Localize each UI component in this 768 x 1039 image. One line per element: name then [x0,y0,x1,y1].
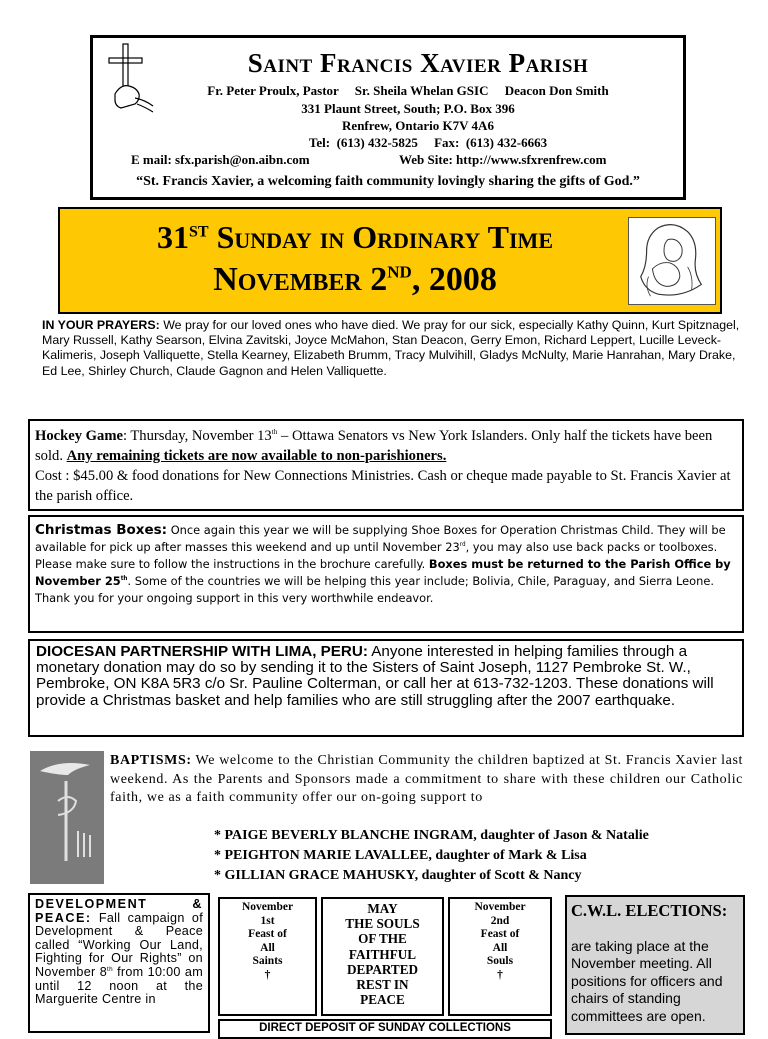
feast-line: All [492,941,508,954]
souls-line: FAITHFUL [348,946,417,962]
cwl-elections-notice [565,895,745,1035]
baptism-dove-icon [30,751,104,884]
cwl-text: are taking place at the November meeting. All positions for officers and chairs of standing committees are open. [571,937,723,1024]
feast-line: 1st [260,914,275,927]
website-line[interactable]: Web Site: http://www.sfxrenfrew.com [399,152,607,167]
sunday-date: November 2ND, 2008 [213,261,497,298]
feast-line: Feast of [480,928,520,940]
email-line[interactable]: E mail: sfx.parish@on.aibn.com [131,152,310,167]
souls-line: DEPARTED [346,961,419,977]
christmas-boxes-notice: Christmas Boxes: Once again this year we will be supplying Shoe Boxes for Operation Christmas Child. They will be available for pick up after masses this weekend and up until November 23rd, you may also use back packs or toolboxes. Please make sure to follow the instructions in the brochure carefully. Boxes must be returned to the Parish Office by November 25th. Some of the countries we will be helping this year include; Bolivia, Chile, Paraguay, and Sierra Leone. Thank you for your ongoing support in this very worthwhile endeavor. [28,515,744,633]
feast-line: Saints [252,955,283,967]
baptized-child: * GILLIAN GRACE MAHUSKY, daughter of Scott & Nancy [214,868,582,883]
sunday-title-banner [58,207,722,314]
souls-remembrance-box [321,897,444,1016]
feast-line: November [474,901,526,913]
development-peace-notice: DEVELOPMENT & PEACE: Fall campaign of Development & Peace called “Working Our Land, Fighting for Our Rights” on November 8th from 10:00 am until 12 noon at the Marguerite Centre in [28,893,210,1033]
feast-line: Souls [486,955,514,967]
feast-line: November [241,901,294,913]
baptisms-notice: BAPTISMS: We welcome to the Christian Community the children baptized at St. Francis Xavier last weekend. As the Parents and Sponsors made a commitment to share with these children our Catholic faith, we as a faith community offer our on-going support to [110,753,743,805]
cwl-heading: C.W.L. ELECTIONS: [571,901,728,920]
madonna-child-icon [628,217,716,305]
souls-line: REST IN [356,977,409,993]
feast-line: All [260,941,275,954]
sunday-title: 31ST Sunday in Ordinary Time [156,219,553,255]
baptized-child: * PEIGHTON MARIE LAVALLEE, daughter of Mark & Lisa [214,848,587,863]
feast-line: Feast of [248,928,287,940]
dagger-icon: † [497,968,503,981]
dagger-icon: † [264,968,271,981]
phone-line: Tel: (613) 432-5825 Fax: (613) 432-6663 [308,135,548,150]
direct-deposit-heading: DIRECT DEPOSIT OF SUNDAY COLLECTIONS [218,1019,552,1039]
parish-header [90,35,686,200]
feast-all-souls-box [448,897,552,1016]
parish-motto: “St. Francis Xavier, a welcoming faith community lovingly sharing the gifts of God.” [136,174,640,189]
city-line: Renfrew, Ontario K7V 4A6 [342,118,494,133]
feast-all-saints-box [218,897,317,1016]
feast-line: 2nd [490,914,510,927]
address-line: 331 Plaunt Street, South; P.O. Box 396 [301,101,515,116]
parish-name: Saint Francis Xavier Parish [247,48,589,78]
prayers-section: IN YOUR PRAYERS: We pray for our loved ones who have died. We pray for our sick, especially Kathy Quinn, Kurt Spitznagel, Mary Russell, Kathy Searson, Elvina Zavitski, Joyce McMahon, Stan Deacon, Gerry Emon, Richard Leppert, Lucille Leveck-Kalimeris, Joseph Valliquette, Stella Kearney, Elizabeth Brumm, Tracy Mulvihill, Gladys McNulty, Marie Hanrahan, Mary Drake, Ed Lee, Shirley Church, Claude Gagnon and Helen Valliquette. [42,318,740,378]
clergy-line: Fr. Peter Proulx, Pastor Sr. Sheila Whelan GSIC Deacon Don Smith [207,83,609,98]
souls-line: MAY [367,901,398,916]
souls-line: THE SOULS [345,916,420,932]
souls-line: OF THE [358,931,407,947]
baptized-child: * PAIGE BEVERLY BLANCHE INGRAM, daughter of Jason & Natalie [214,828,649,843]
souls-line: PEACE [360,992,405,1008]
lima-partnership-notice: DIOCESAN PARTNERSHIP WITH LIMA, PERU: Anyone interested in helping families through a monetary donation may do so by sending it to the Sisters of Saint Joseph, 1127 Pembroke St. W., Pembroke, ON K8A 5R3 c/o Sr. Pauline Colterman, or call her at 613-732-1203. These donations will provide a Christmas basket and help families who are still struggling after the 2007 earthquake. [28,639,744,737]
hockey-game-notice: Hockey Game: Thursday, November 13th – Ottawa Senators vs New York Islanders. Only half the tickets have been sold. Any remaining tickets are now available to non-parishioners. Cost : $45.00 & food donations for New Connections Ministries. Cash or cheque made payable to St. Francis Xavier at the parish office. [28,419,744,511]
